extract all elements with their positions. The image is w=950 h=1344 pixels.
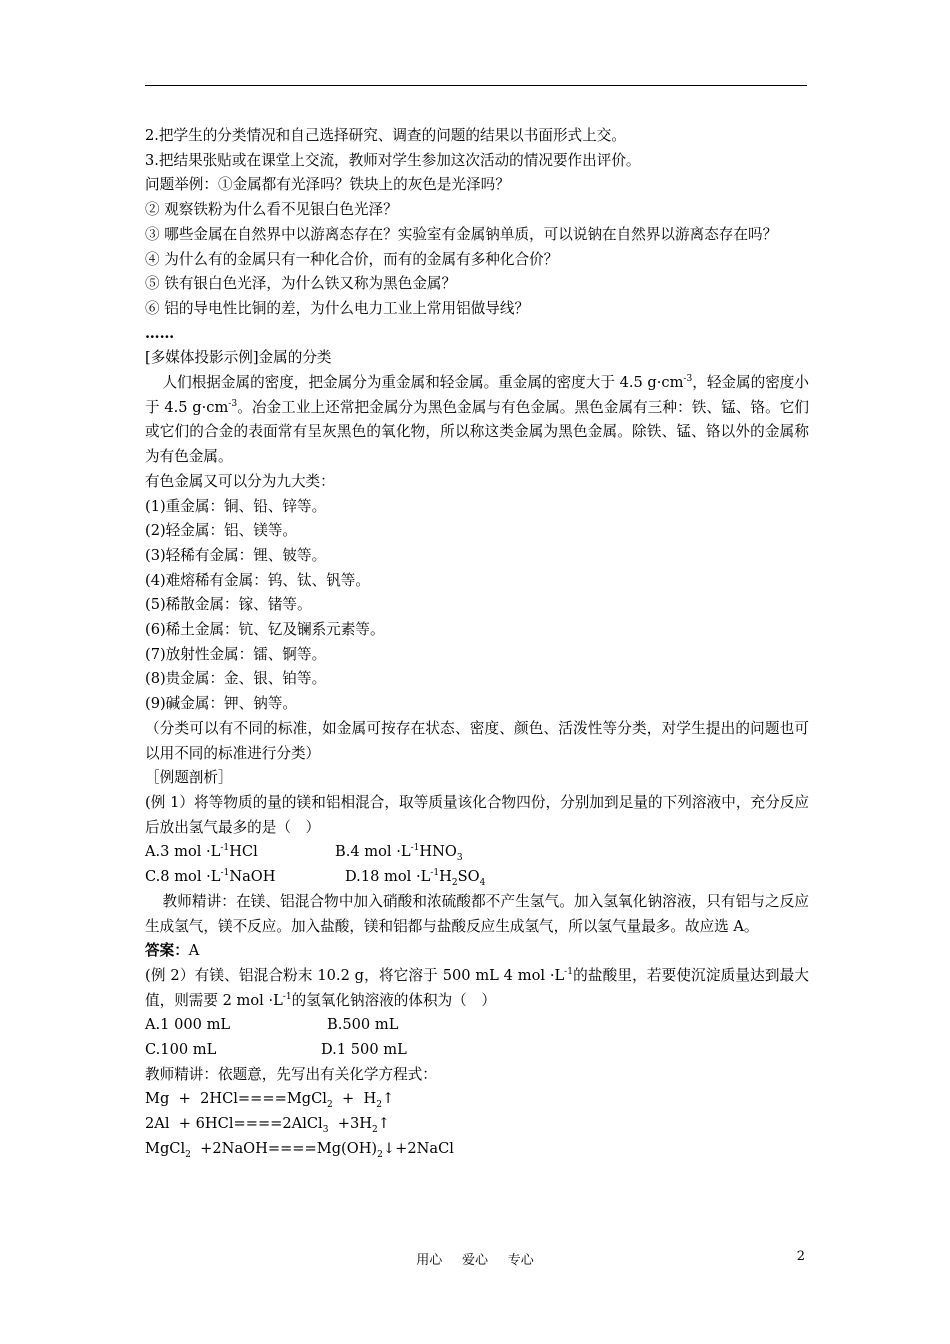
example2-question: (例 2）有镁、铝混合粉末 10.2 g，将它溶于 500 mL 4 mol $\cdot L^{-1}$的盐酸里，若要使沉淀质量达到最大值，则需要 2 mol $\cdot L^{-1}$的氢氧化钠溶液的体积为（ ） [145, 966, 809, 1009]
list-item: (6)稀土金属：钪、钇及镧系元素等。 [145, 621, 385, 639]
paragraph: ⑥ 铝的导电性比铜的差，为什么电力工业上常用铝做导线？ [145, 299, 530, 317]
answer-label: 答案： [145, 942, 189, 960]
list-item: (8)贵金属：金、银、铂等。 [145, 670, 327, 688]
option-b: B.4 mol $\cdot L^{-1}HNO_3$ [335, 843, 463, 864]
option-a: A.3 mol $\cdot L^{-1}HCl$ [145, 843, 258, 861]
example2-options-row2 [145, 1038, 809, 1063]
footer-motto: 用心 爱心 专心 [416, 1253, 534, 1268]
option-d: D.18 mol $\cdot L^{-1}H_2SO_4$ [345, 868, 486, 888]
density-text-a: 人们根据金属的密度，把金属分为重金属和轻金属。重金属的密度大于 4.5 g·cm [162, 374, 684, 392]
example1-question: (例 1）将等物质的量的镁和铝相混合，取等质量该化合物四份，分别加到足量的下列溶液中，充分反应后放出氢气最多的是（ ） [145, 793, 809, 836]
example1-explanation: 教师精讲：在镁、铝混合物中加入硝酸和浓硫酸都不产生氢气。加入氢氧化钠溶液，只有铝与之反应生成氢气，镁不反应。加入盐酸，镁和铝都与盐酸反应生成氢气，所以氢气量最多。故应选 A。 [145, 892, 809, 935]
paragraph: 3.把结果张贴或在课堂上交流，教师对学生参加这次活动的情况要作出评价。 [145, 151, 641, 169]
density-text-c: 。冶金工业上还常把金属分为黑色金属与有色金属。黑色金属有三种：铁、锰、铬。它们或它们的合金的表面常有呈灰黑色的氧化物，所以称这类金属为黑色金属。除铁、锰、铬以外的金属称为有色金属。 [145, 398, 809, 466]
list-item: (9)碱金属：钾、钠等。 [145, 695, 298, 713]
example1-options-row2 [145, 865, 809, 890]
equation-1: Mg + 2HCl====MgCl$_2$ + $H_2↑$ [145, 1090, 395, 1111]
list-item: (4)难熔稀有金属：钨、钛、钒等。 [145, 571, 370, 589]
nonferrous-intro: 有色金属又可以分为九大类： [145, 472, 335, 490]
answer-value: A [188, 942, 200, 960]
example1-options-row1 [145, 840, 809, 865]
list-item: (7)放射性金属：镭、锕等。 [145, 645, 327, 663]
paragraph: ④ 为什么有的金属只有一种化合价，而有的金属有多种化合价？ [145, 250, 559, 268]
option-d: D.1 500 mL [321, 1041, 407, 1059]
paragraph: 问题举例：①金属都有光泽吗？铁块上的灰色是光泽吗？ [145, 176, 510, 194]
list-item: (1)重金属：铜、铅、锌等。 [145, 497, 327, 515]
classification-note: （分类可以有不同的标准，如金属可按存在状态、密度、颜色、活泼性等分类，对学生提出的问题也可以用不同的标准进行分类） [145, 719, 809, 762]
example-header: ［例题剖析］ [145, 769, 233, 787]
example2-options-row1 [145, 1013, 809, 1038]
section-heading: [多媒体投影示例]金属的分类 [145, 349, 332, 367]
list-item: (2)轻金属：铝、镁等。 [145, 522, 298, 540]
header-rule [145, 85, 807, 86]
list-item: (5)稀散金属：镓、锗等。 [145, 596, 312, 614]
page-number: 2 [796, 1249, 805, 1264]
equation-2: 2Al + 6HCl====2AlCl$_3$ $+3H_2↑$ [145, 1115, 391, 1136]
option-a: A.1 000 mL [145, 1016, 231, 1034]
exponent: -3 [228, 398, 238, 409]
option-c: C.100 mL [145, 1041, 217, 1059]
example2-explanation: 教师精讲：依题意，先写出有关化学方程式： [145, 1065, 437, 1083]
equation-3: MgCl$_2$ $+2NaOH====Mg(OH)_2↓+2NaCl$ [145, 1139, 454, 1160]
list-item: (3)轻稀有金属：锂、铍等。 [145, 546, 327, 564]
exponent: -3 [683, 374, 693, 385]
ellipsis: …… [145, 324, 175, 342]
option-c: C.8 mol $\cdot L^{-1}NaOH$ [145, 868, 276, 886]
example1-answer [145, 939, 809, 964]
paragraph: ⑤ 铁有银白色光泽，为什么铁又称为黑色金属？ [145, 275, 457, 293]
document-body [145, 124, 809, 1162]
paragraph: ③ 哪些金属在自然界中以游离态存在？实验室有金属钠单质，可以说钠在自然界以游离态存在吗？ [145, 225, 778, 243]
option-b: B.500 mL [327, 1016, 399, 1034]
paragraph: 2.把学生的分类情况和自己选择研究、调查的问题的结果以书面形式上交。 [145, 127, 626, 144]
paragraph: ② 观察铁粉为什么看不见银白色光泽？ [145, 201, 398, 219]
density-paragraph [145, 371, 809, 470]
density-text-b: ，轻金属的密度小于 4.5 g·cm [145, 374, 809, 416]
